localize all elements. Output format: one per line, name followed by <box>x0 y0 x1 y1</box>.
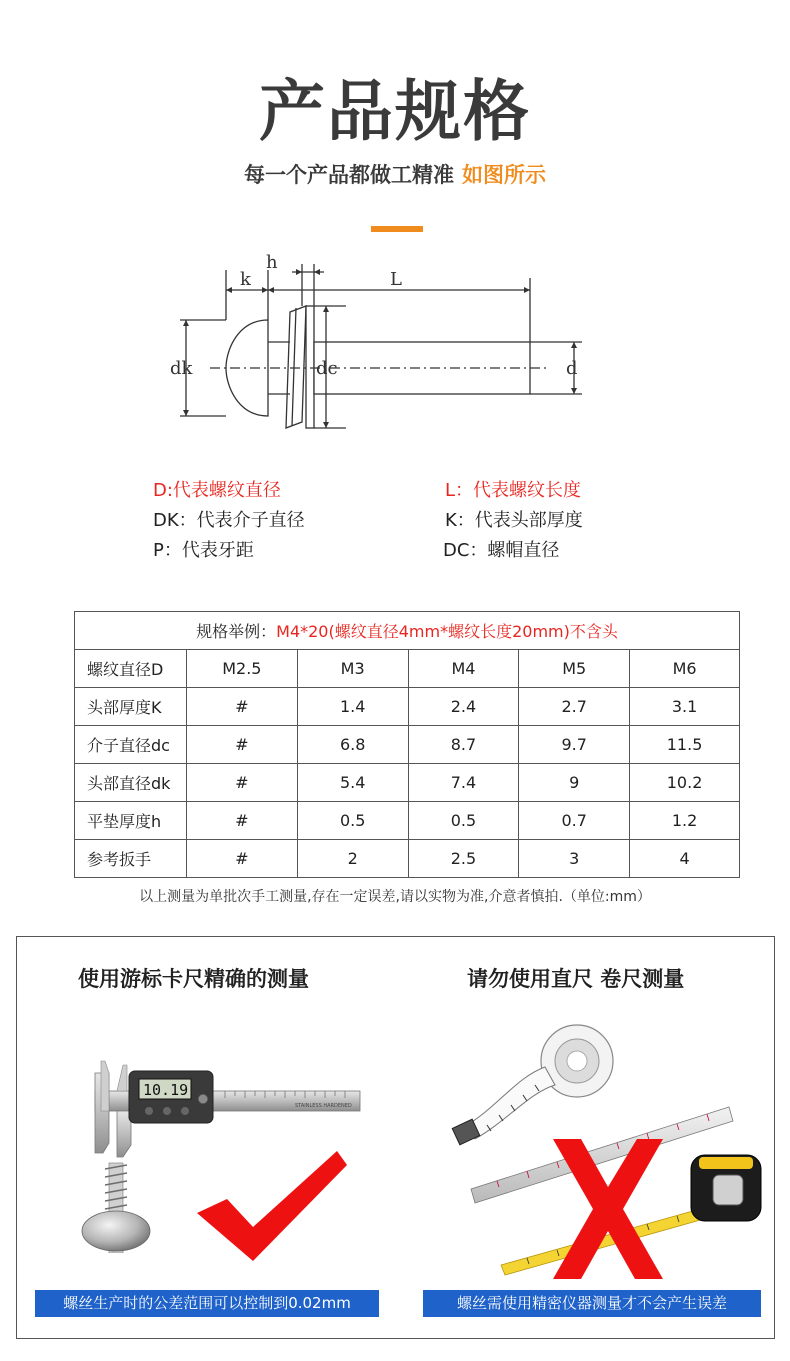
table-cell: 0.5 <box>408 802 519 840</box>
accent-divider <box>371 226 423 232</box>
table-row-label: 螺纹直径D <box>75 650 187 688</box>
table-cell: M4 <box>408 650 519 688</box>
caliper-scale-text: STAINLESS HARDENED <box>295 1103 352 1109</box>
screw-dimension-diagram <box>150 250 600 435</box>
table-cell: 8.7 <box>408 726 519 764</box>
label-h: h <box>266 252 278 273</box>
table-row-label: 参考扳手 <box>75 840 187 878</box>
ruler-banner: 螺丝需使用精密仪器测量才不会产生误差 <box>423 1290 761 1317</box>
table-header-row <box>75 650 740 688</box>
table-cell: 7.4 <box>408 764 519 802</box>
table-cell: 5.4 <box>297 764 408 802</box>
table-cell: 11.5 <box>630 726 740 764</box>
caption-prefix: 规格举例： <box>196 622 277 641</box>
table-cell: 3 <box>519 840 630 878</box>
table-row-label: 介子直径dc <box>75 726 187 764</box>
cross-icon <box>553 1139 663 1279</box>
table-cell: 10.2 <box>630 764 740 802</box>
table-cell: # <box>186 764 297 802</box>
label-L: L <box>390 269 402 290</box>
caliper-banner: 螺丝生产时的公差范围可以控制到0.02mm <box>35 1290 379 1317</box>
label-d: d <box>566 358 578 379</box>
table-cell: 2.7 <box>519 688 630 726</box>
table-cell: M3 <box>297 650 408 688</box>
table-cell: 9.7 <box>519 726 630 764</box>
measurement-note: 以上测量为单批次手工测量,存在一定误差,请以实物为准,介意者慎拍.（单位:mm） <box>139 889 651 905</box>
table-cell: 6.8 <box>297 726 408 764</box>
legend-item-l: L：代表螺纹长度 <box>445 480 582 501</box>
page-title: 产品规格 <box>259 73 531 150</box>
table-cell: 2.5 <box>408 840 519 878</box>
table-row <box>75 688 740 726</box>
ruler-heading: 请勿使用直尺 卷尺测量 <box>467 967 685 991</box>
table-cell: 2.4 <box>408 688 519 726</box>
table-cell: M2.5 <box>186 650 297 688</box>
legend-item-d: D:代表螺纹直径 <box>153 480 281 501</box>
dimension-legend <box>0 476 790 576</box>
subtitle-text: 每一个产品都做工精准 <box>244 163 454 187</box>
legend-item-dk: DK：代表介子直径 <box>153 510 305 531</box>
subtitle-highlight: 如图所示 <box>462 163 546 187</box>
table-row-label: 平垫厚度h <box>75 802 187 840</box>
table-cell: 3.1 <box>630 688 740 726</box>
table-cell: 2 <box>297 840 408 878</box>
table-cell: # <box>186 688 297 726</box>
caption-example: M4*20(螺纹直径4mm*螺纹长度20mm)不含头 <box>276 622 618 641</box>
table-row <box>75 802 740 840</box>
table-cell: # <box>186 840 297 878</box>
caliper-heading: 使用游标卡尺精确的测量 <box>78 967 309 991</box>
table-row-label: 头部直径dk <box>75 764 187 802</box>
check-icon <box>197 1151 347 1261</box>
table-row-label: 头部厚度K <box>75 688 187 726</box>
legend-item-k: K：代表头部厚度 <box>445 510 583 531</box>
measurement-comparison-panel <box>16 936 775 1339</box>
table-cell: 0.5 <box>297 802 408 840</box>
label-dc: dc <box>316 358 338 379</box>
table-row <box>75 726 740 764</box>
caliper-display: 10.19 <box>143 1081 189 1099</box>
table-cell: # <box>186 726 297 764</box>
table-cell: M6 <box>630 650 740 688</box>
label-k: k <box>240 269 251 290</box>
table-cell: 9 <box>519 764 630 802</box>
table-cell: 1.2 <box>630 802 740 840</box>
table-cell: # <box>186 802 297 840</box>
table-row <box>75 764 740 802</box>
table-cell: 0.7 <box>519 802 630 840</box>
page-subtitle <box>0 160 790 190</box>
label-dk: dk <box>170 358 193 379</box>
legend-item-p: P：代表牙距 <box>153 540 254 561</box>
table-cell: 1.4 <box>297 688 408 726</box>
table-caption-row <box>75 612 740 650</box>
table-cell: M5 <box>519 650 630 688</box>
legend-item-dc: DC：螺帽直径 <box>443 540 560 561</box>
table-cell: 4 <box>630 840 740 878</box>
table-row <box>75 840 740 878</box>
table-caption <box>75 612 740 650</box>
spec-table <box>74 611 740 878</box>
